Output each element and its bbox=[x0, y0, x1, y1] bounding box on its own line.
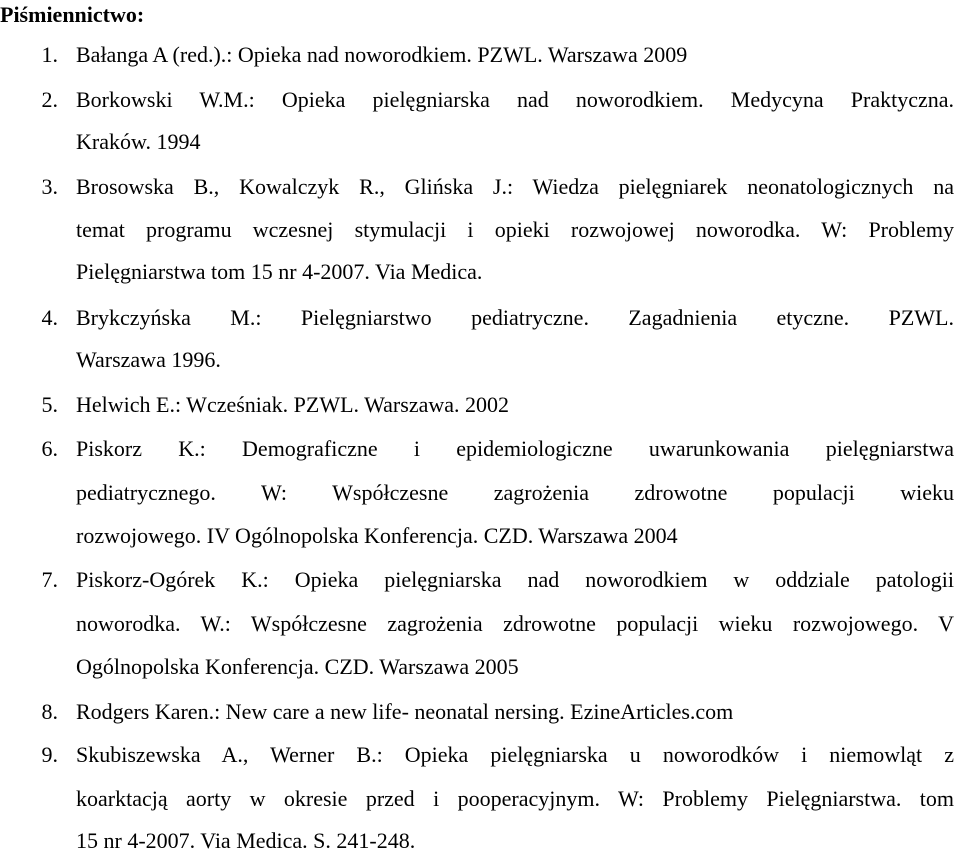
reference-line: pediatrycznego. W: Współczesne zagrożenia zdrowotne populacji wieku bbox=[76, 480, 954, 505]
page-title: Piśmiennictwo: bbox=[0, 2, 145, 27]
reference-line: Piskorz-Ogórek K.: Opieka pielęgniarska nad noworodkiem w oddziale patologii bbox=[76, 567, 954, 592]
reference-number: 8. bbox=[41, 699, 58, 724]
reference-number: 2. bbox=[41, 87, 58, 112]
reference-line: 15 nr 4-2007. Via Medica. S. 241-248. bbox=[76, 828, 416, 853]
reference-number: 6. bbox=[41, 436, 58, 461]
reference-line: Kraków. 1994 bbox=[76, 129, 201, 154]
reference-line: Bałanga A (red.).: Opieka nad noworodkiem. PZWL. Warszawa 2009 bbox=[76, 42, 688, 67]
reference-line: Helwich E.: Wcześniak. PZWL. Warszawa. 2002 bbox=[76, 392, 509, 417]
reference-number: 1. bbox=[41, 42, 58, 67]
reference-line: Rodgers Karen.: New care a new life- neonatal nersing. EzineArticles.com bbox=[76, 699, 734, 724]
reference-line: Brykczyńska M.: Pielęgniarstwo pediatryczne. Zagadnienia etyczne. PZWL. bbox=[76, 305, 954, 330]
reference-line: Borkowski W.M.: Opieka pielęgniarska nad noworodkiem. Medycyna Praktyczna. bbox=[76, 87, 954, 112]
reference-line: Piskorz K.: Demograficzne i epidemiologiczne uwarunkowania pielęgniarstwa bbox=[76, 436, 954, 461]
reference-number: 4. bbox=[41, 305, 58, 330]
reference-line: koarktacją aorty w okresie przed i pooperacyjnym. W: Problemy Pielęgniarstwa. tom bbox=[76, 786, 954, 811]
reference-line: Brosowska B., Kowalczyk R., Glińska J.: Wiedza pielęgniarek neonatologicznych na bbox=[76, 174, 954, 199]
reference-line: Warszawa 1996. bbox=[76, 347, 221, 372]
reference-line: Skubiszewska A., Werner B.: Opieka pielęgniarska u noworodków i niemowląt z bbox=[76, 742, 954, 767]
reference-line: Ogólnopolska Konferencja. CZD. Warszawa 2005 bbox=[76, 654, 519, 679]
reference-number: 7. bbox=[41, 567, 58, 592]
reference-number: 3. bbox=[41, 174, 58, 199]
reference-line: temat programu wczesnej stymulacji i opieki rozwojowej noworodka. W: Problemy bbox=[76, 217, 954, 242]
reference-number: 5. bbox=[41, 392, 58, 417]
reference-line: Pielęgniarstwa tom 15 nr 4-2007. Via Medica. bbox=[76, 259, 483, 284]
reference-line: noworodka. W.: Współczesne zagrożenia zdrowotne populacji wieku rozwojowego. V bbox=[76, 611, 954, 636]
reference-number: 9. bbox=[41, 742, 58, 767]
reference-line: rozwojowego. IV Ogólnopolska Konferencja. CZD. Warszawa 2004 bbox=[76, 523, 678, 548]
